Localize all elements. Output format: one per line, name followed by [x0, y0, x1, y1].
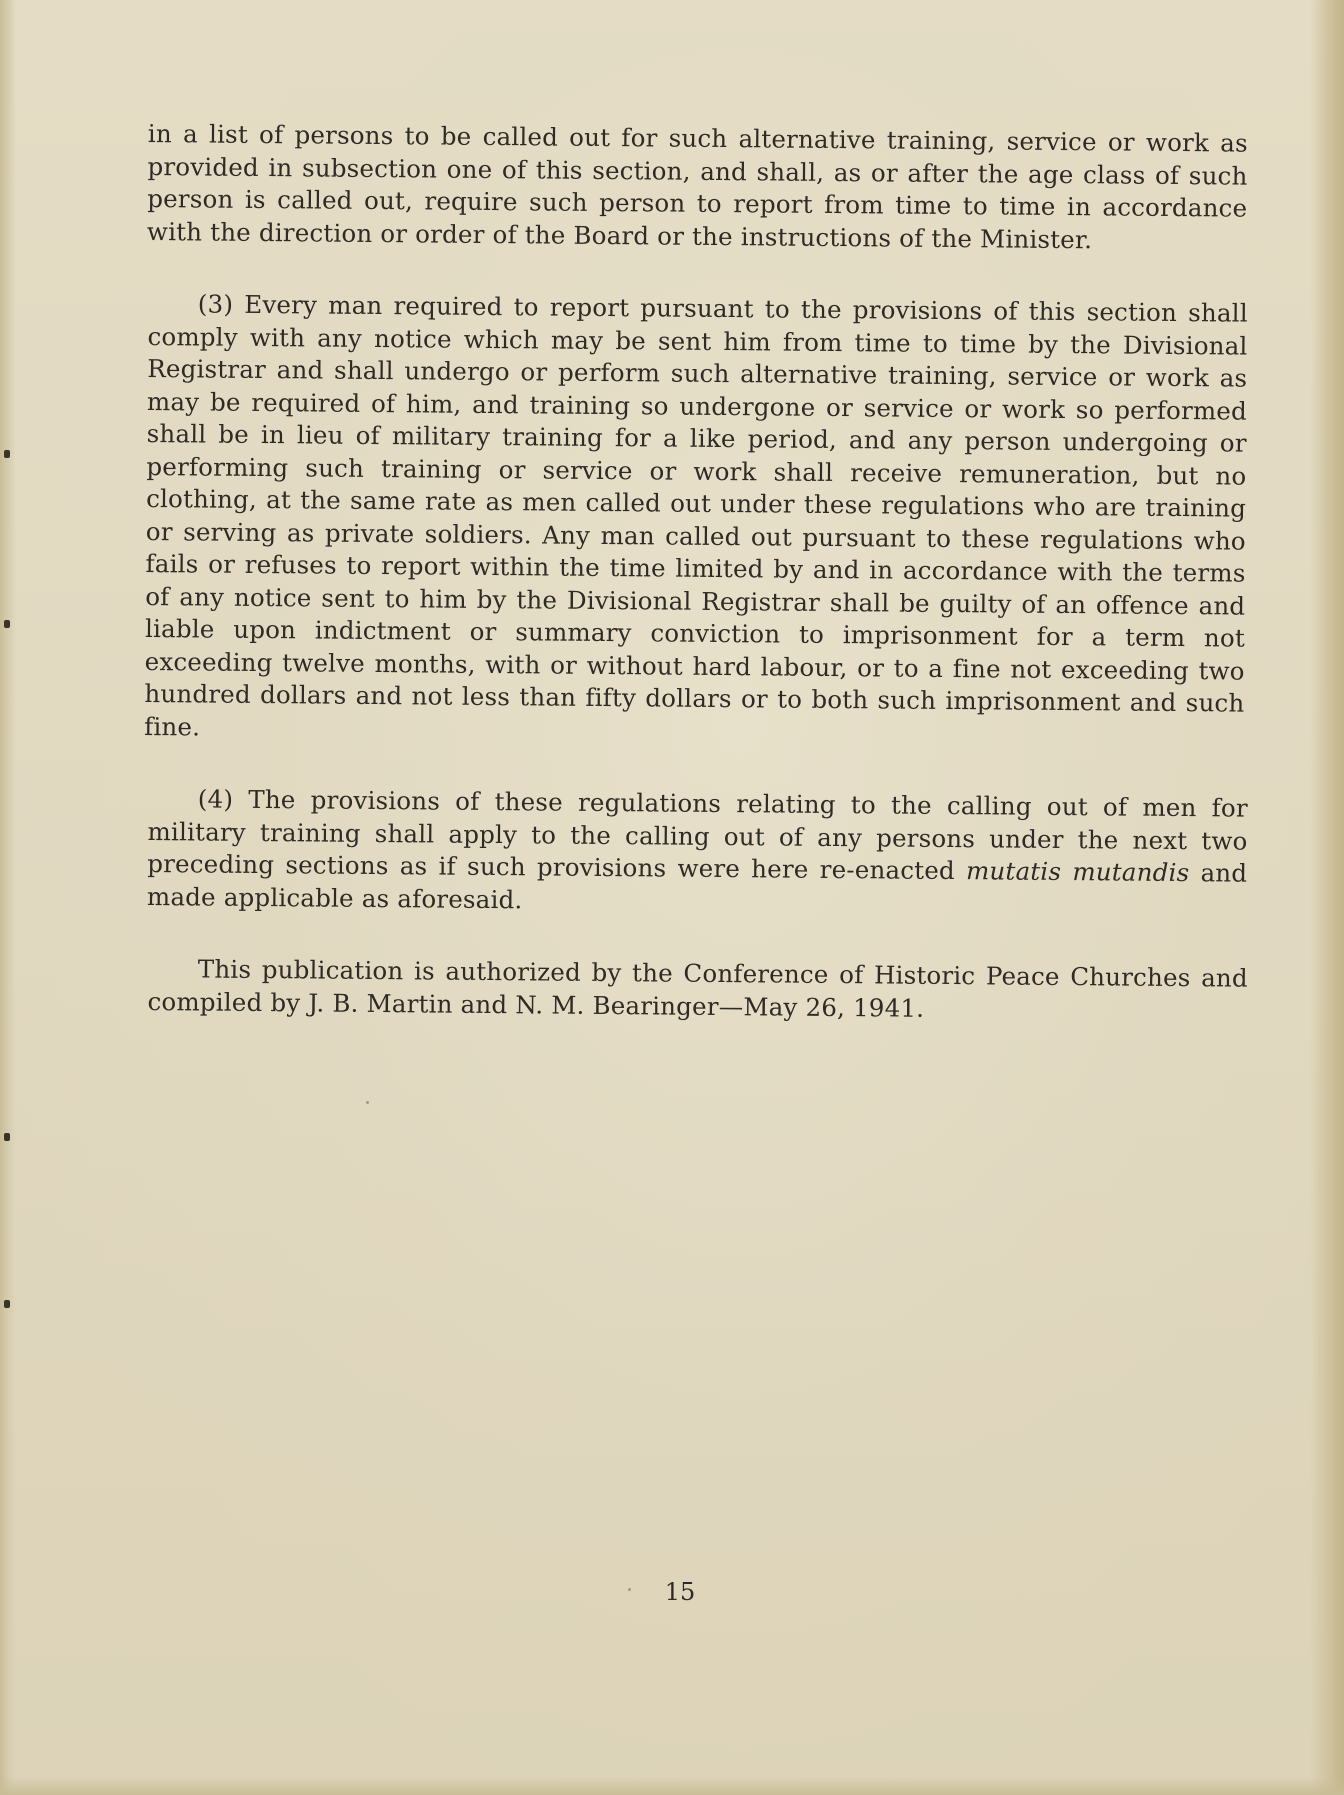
publication-note: This publication is authorized by the Conference of Historic Peace Churches and compiled by J. B. Martin and N. M. Bearinger—May 26, 1941.: [147, 954, 1248, 1023]
staple-mark: [4, 1300, 10, 1308]
paragraph-text: (4) The provisions of these regulations relating to the calling out of men for military training shall apply to the calling out of any persons under the next two preceding sections as if such provisions were here re-enacted: [147, 784, 1248, 886]
italic-phrase: mutatis mutandis: [965, 856, 1190, 888]
paragraph-subsection-4: [147, 783, 1248, 923]
page-edge-bottom: [0, 1777, 1344, 1795]
paper-speck: [366, 1101, 369, 1104]
page-number: 15: [664, 1578, 696, 1606]
staple-mark: [4, 450, 10, 458]
paragraph-continuation: in a list of persons to be called out for such alternative training, service or work as provided in subsection one of this section, and shall, as or after the age class of such person is called out, require such person to report from time to time in accordance with the direction or order of the Board or the instructions of the Minister.: [146, 118, 1248, 254]
page-edge-right: [1310, 0, 1344, 1795]
paragraph-subsection-3: (3) Every man required to report pursuant to the provisions of this section shall comply with any notice which may be sent him from time to time by the Divisional Registrar and shall undergo or perform such alternative training, service or work as may be required of him, and training so undergone or service or work so performed shall be in lieu of military training for a like period, and any person undergoing or performing such training or service or work shall receive remuneration, but no clothing, at the same rate as men called out under these regulations who are training or serving as private soldiers. Any man called out pursuant to these regulations who fails or refuses to report within the time limited by and in accordance with the terms of any notice sent to him by the Divisional Registrar shall be guilty of an offence and liable upon indictment or summary conviction to imprisonment for a term not exceeding twelve months, with or without hard labour, or to a fine not exceeding two hundred dollars and not less than fifty dollars or to both such imprisonment and such fine.: [144, 289, 1248, 741]
paragraph-text: and made applicable as aforesaid.: [146, 858, 1248, 914]
binding-edge: [0, 0, 16, 1795]
staple-mark: [4, 620, 10, 628]
document-body: [144, 118, 1248, 1058]
staple-mark: [4, 1133, 10, 1141]
paper-speck: [628, 1588, 631, 1591]
